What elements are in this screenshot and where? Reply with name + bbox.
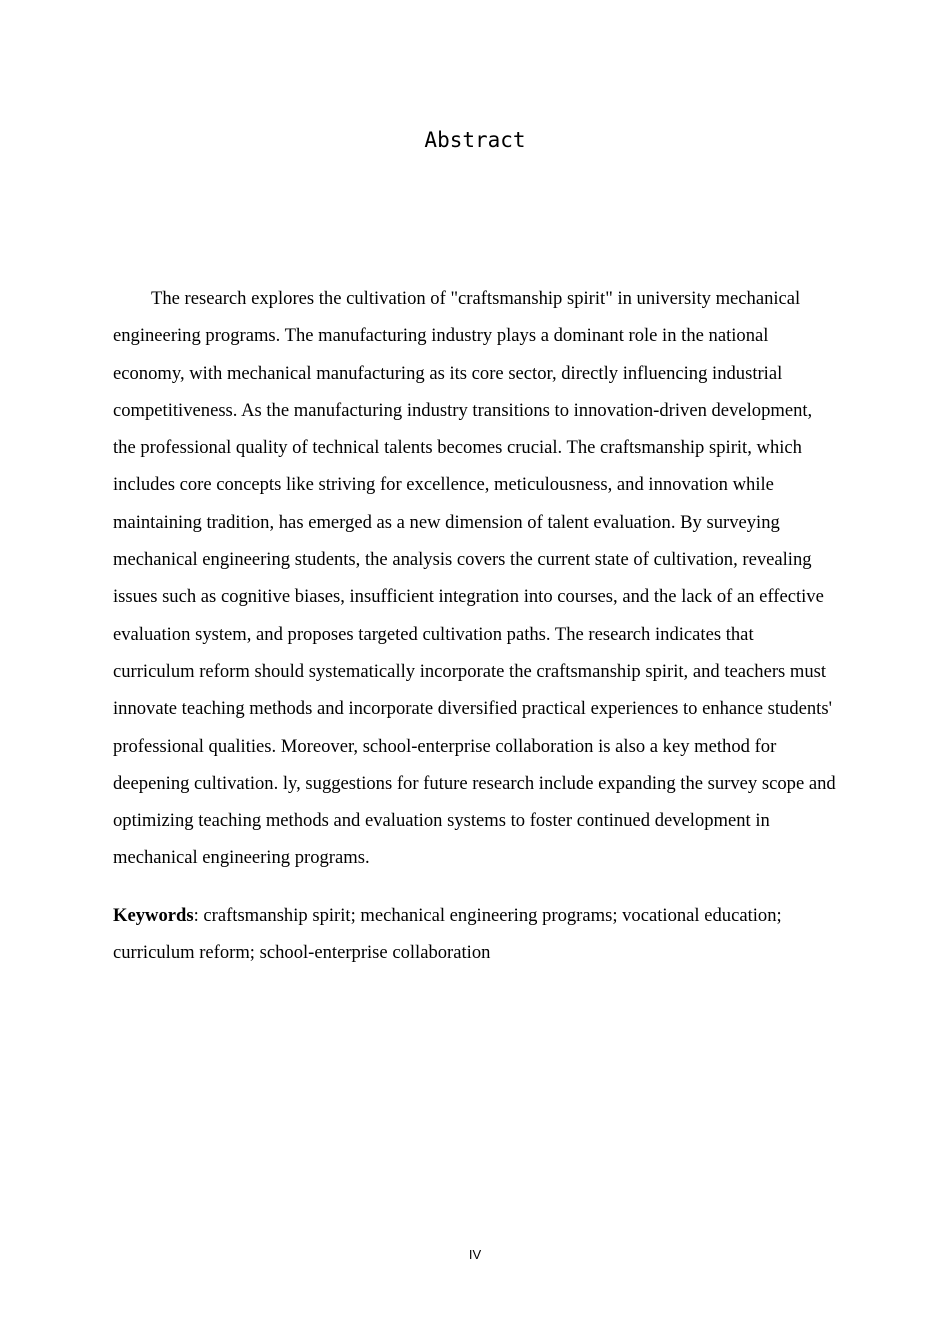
keywords-paragraph [113, 897, 837, 972]
keywords-label: Keywords [113, 905, 194, 926]
page-title: Abstract [424, 128, 526, 152]
keywords-list: : craftsmanship spirit; mechanical engineering programs; vocational education; curriculum reform; school-enterprise collaboration [113, 905, 782, 964]
abstract-paragraph: The research explores the cultivation of "craftsmanship spirit" in university mechanical engineering programs. The manufacturing industry plays a dominant role in the national economy, with mechanical manufacturing as its core sector, directly influencing industrial competitiveness. As the manufacturing industry transitions to innovation-driven development, the professional quality of technical talents becomes crucial. The craftsmanship spirit, which includes core concepts like striving for excellence, meticulousness, and innovation while maintaining tradition, has emerged as a new dimension of talent evaluation. By surveying mechanical engineering students, the analysis covers the current state of cultivation, revealing issues such as cognitive biases, insufficient integration into courses, and the lack of an effective evaluation system, and proposes targeted cultivation paths. The research indicates that curriculum reform should systematically incorporate the craftsmanship spirit, and teachers must innovate teaching methods and incorporate diversified practical experiences to enhance students' professional qualities. Moreover, school-enterprise collaboration is also a key method for deepening cultivation. ly, suggestions for future research include expanding the survey scope and optimizing teaching methods and evaluation systems to foster continued development in mechanical engineering programs. [113, 288, 836, 869]
page-number: IV [468, 1247, 482, 1262]
